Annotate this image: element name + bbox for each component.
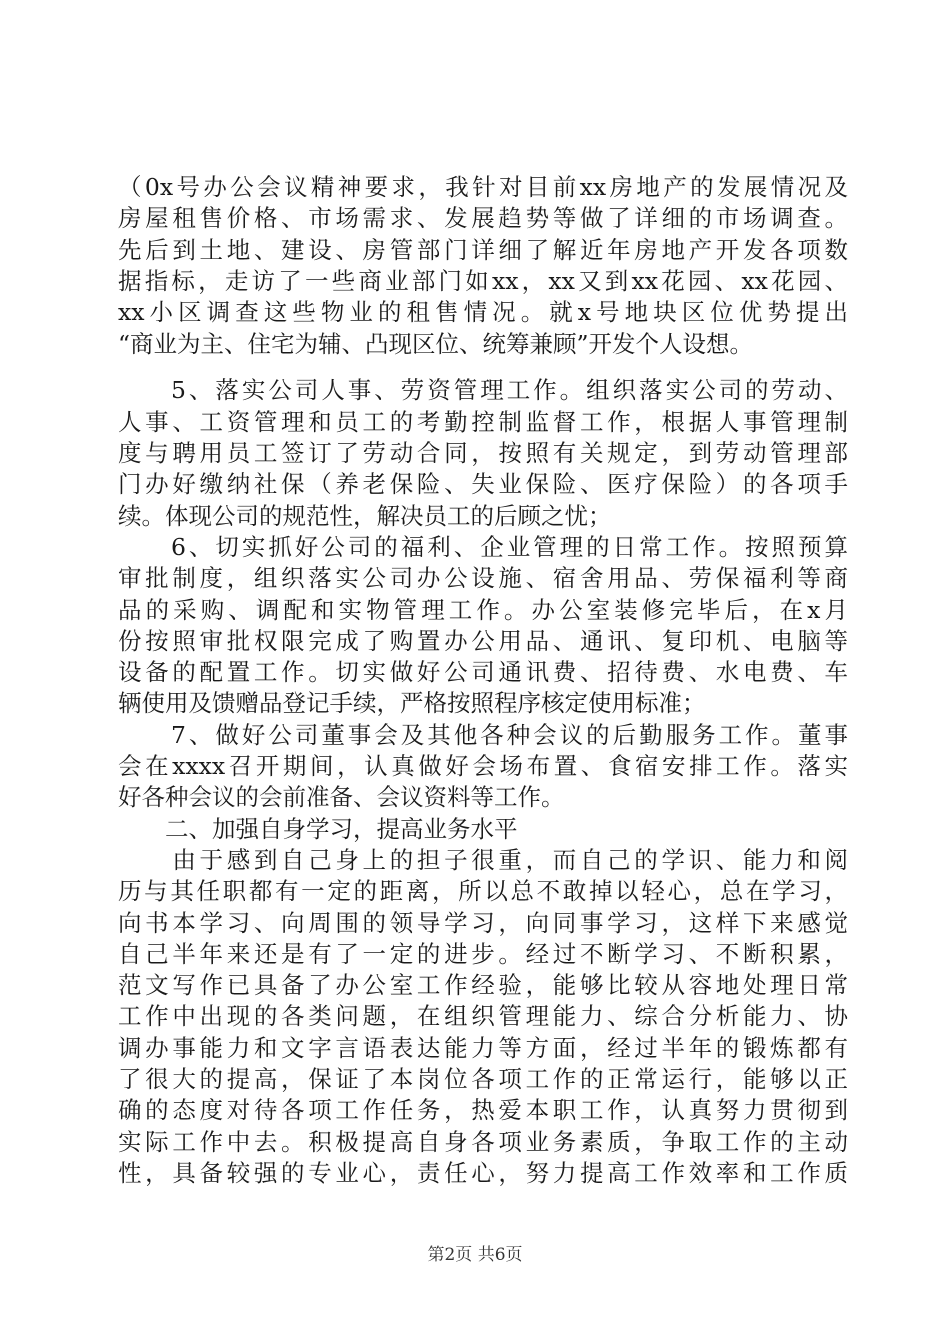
text-line: 人事、工资管理和员工的考勤控制监督工作，根据人事管理制 bbox=[118, 407, 848, 436]
text-line: 调办事能力和文字言语表达能力等方面，经过半年的锻炼都有 bbox=[118, 1033, 848, 1062]
text-line: 度与聘用员工签订了劳动合同，按照有关规定，到劳动管理部 bbox=[118, 439, 848, 468]
text-line: 范文写作已具备了办公室工作经验，能够比较从容地处理日常 bbox=[118, 971, 848, 1000]
text-line: 据指标，走访了一些商业部门如xx，xx又到xx花园、xx花园、 bbox=[118, 266, 848, 295]
text-line: 先后到土地、建设、房管部门详细了解近年房地产开发各项数 bbox=[118, 235, 848, 264]
text-line: 性，具备较强的专业心，责任心，努力提高工作效率和工作质 bbox=[118, 1159, 848, 1187]
text-line: （0x号办公会议精神要求，我针对目前xx房地产的发展情况及 bbox=[118, 173, 848, 201]
text-line: 工作中出现的各类问题，在组织管理能力、综合分析能力、协 bbox=[118, 1002, 848, 1031]
text-line: “商业为主、住宅为辅、凸现区位、统筹兼顾”开发个人设想。 bbox=[118, 329, 754, 358]
text-line: 二、加强自身学习，提高业务水平 bbox=[118, 814, 518, 843]
text-line: 了很大的提高，保证了本岗位各项工作的正常运行，能够以正 bbox=[118, 1065, 848, 1094]
text-line: 确的态度对待各项工作任务，热爱本职工作，认真努力贯彻到 bbox=[118, 1096, 848, 1125]
text-line: xx小区调查这些物业的租售情况。就x号地块区位优势提出 bbox=[118, 298, 848, 327]
text-line: 由于感到自己身上的担子很重，而自己的学识、能力和阅 bbox=[118, 845, 848, 874]
text-line: 自己半年来还是有了一定的进步。经过不断学习、不断积累， bbox=[118, 939, 848, 968]
text-line: 辆使用及馈赠品登记手续，严格按照程序核定使用标准； bbox=[118, 689, 706, 718]
text-line: 续。体现公司的规范性，解决员工的后顾之忧； bbox=[118, 501, 612, 530]
text-line: 向书本学习、向周围的领导学习，向同事学习，这样下来感觉 bbox=[118, 908, 848, 937]
text-line: 7、做好公司董事会及其他各种会议的后勤服务工作。董事 bbox=[118, 720, 848, 749]
text-line: 实际工作中去。积极提高自身各项业务素质，争取工作的主动 bbox=[118, 1127, 848, 1156]
text-line: 历与其任职都有一定的距离，所以总不敢掉以轻心，总在学习， bbox=[118, 877, 848, 906]
text-line: 5、落实公司人事、劳资管理工作。组织落实公司的劳动、 bbox=[118, 376, 848, 405]
text-line: 6、切实抓好公司的福利、企业管理的日常工作。按照预算 bbox=[118, 532, 848, 561]
text-line: 门办好缴纳社保（养老保险、失业保险、医疗保险）的各项手 bbox=[118, 470, 848, 499]
text-line: 审批制度，组织落实公司办公设施、宿舍用品、劳保福利等商 bbox=[118, 564, 848, 593]
text-line: 份按照审批权限完成了购置办公用品、通讯、复印机、电脑等 bbox=[118, 626, 848, 655]
text-line: 房屋租售价格、市场需求、发展趋势等做了详细的市场调查。 bbox=[118, 204, 848, 233]
page-footer: 第2页 共6页 bbox=[427, 1245, 523, 1265]
text-line: 品的采购、调配和实物管理工作。办公室装修完毕后，在x月 bbox=[118, 595, 848, 624]
text-line: 设备的配置工作。切实做好公司通讯费、招待费、水电费、车 bbox=[118, 658, 848, 687]
text-line: 会在xxxx召开期间，认真做好会场布置、食宿安排工作。落实 bbox=[118, 752, 848, 781]
text-line: 好各种会议的会前准备、会议资料等工作。 bbox=[118, 783, 565, 812]
